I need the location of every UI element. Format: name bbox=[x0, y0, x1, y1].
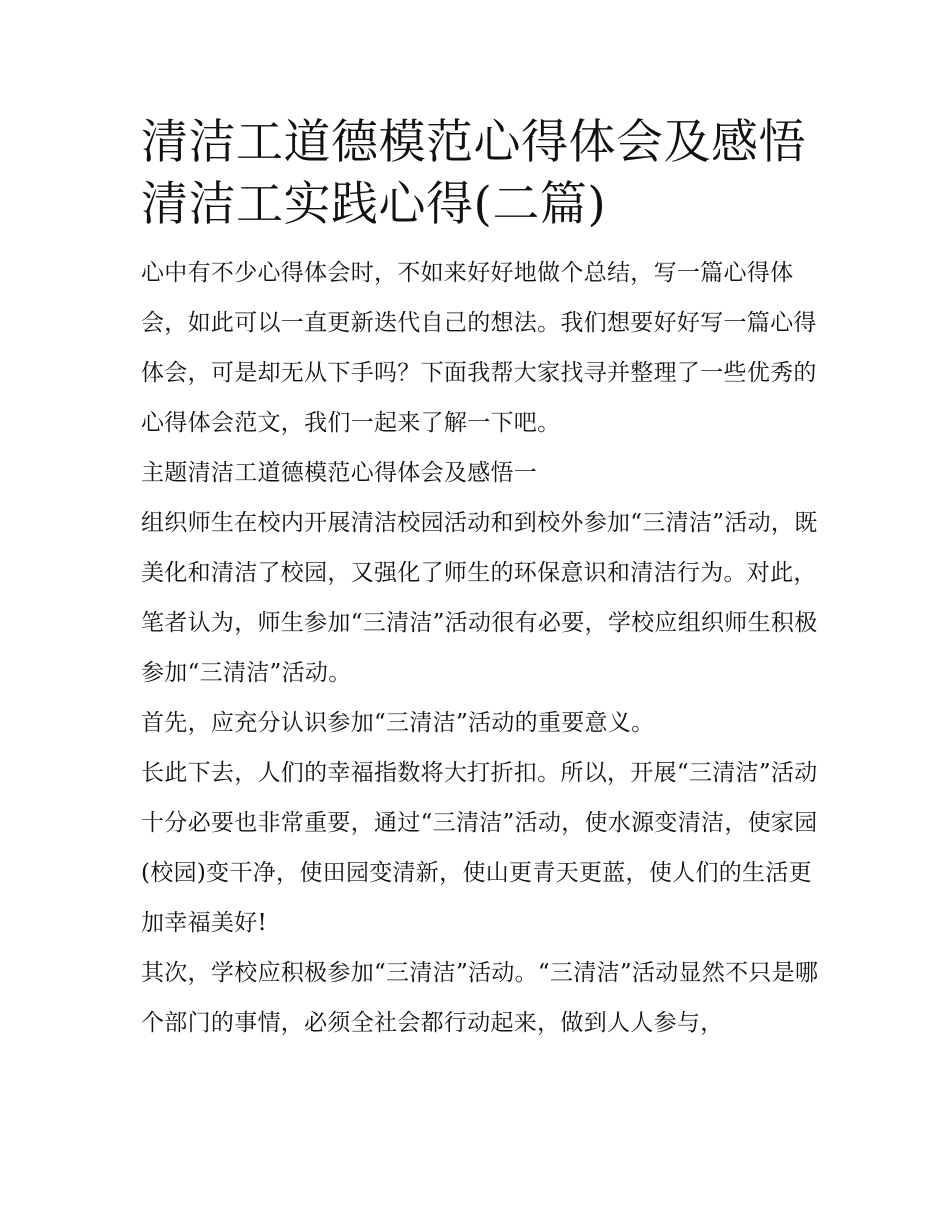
paragraph-subheading: 主题清洁工道德模范心得体会及感悟一 bbox=[141, 460, 538, 486]
paragraph-second-point: 其次，学校应积极参加“三清洁”活动。“三清洁”活动显然不只是哪个部门的事情，必须全社会都行动起来，做到人人参与， bbox=[141, 960, 819, 1036]
paragraph-intro: 心中有不少心得体会时，不如来好好地做个总结，写一篇心得体会，如此可以一直更新迭代自己的想法。我们想要好好写一篇心得体会，可是却无从下手吗？下面我帮大家找寻并整理了一些优秀的心得体会范文，我们一起来了解一下吧。 bbox=[141, 260, 817, 436]
paragraph-importance: 长此下去，人们的幸福指数将大打折扣。所以，开展“三清洁”活动十分必要也非常重要，通过“三清洁”活动，使水源变清洁，使家园(校园)变干净，使田园变清新，使山更青天更蓝，使人们的生活更加幸福美好! bbox=[141, 760, 818, 936]
paragraph-first-point: 首先，应充分认识参加“三清洁”活动的重要意义。 bbox=[141, 710, 655, 736]
paragraph-activity: 组织师生在校内开展清洁校园活动和到校外参加“三清洁”活动，既美化和清洁了校园，又强化了师生的环保意识和清洁行为。对此，笔者认为，师生参加“三清洁”活动很有必要，学校应组织师生积极参加“三清洁”活动。 bbox=[141, 510, 818, 686]
document-title: 清洁工道德模范心得体会及感悟 清洁工实践心得(二篇) bbox=[141, 115, 806, 232]
